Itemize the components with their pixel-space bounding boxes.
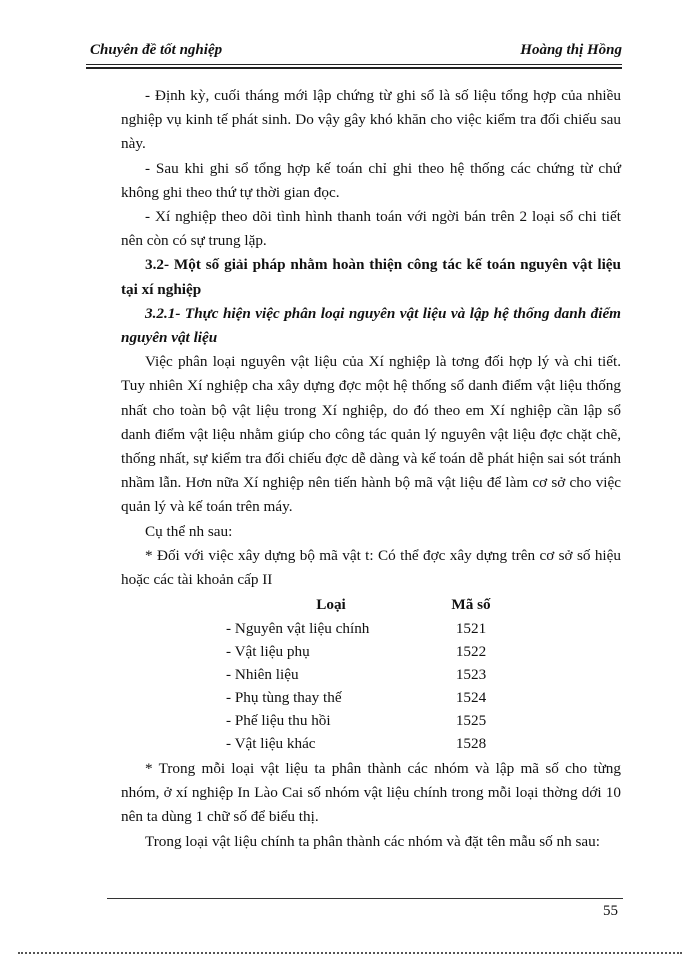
body-text (121, 84, 621, 592)
material-code: 1521 (455, 619, 487, 637)
page-header (86, 38, 622, 68)
section-heading: 3.2- Một số giải pháp nhằm hoàn thiện công tác kế toán nguyên vật liệu tại xí nghiệp (121, 256, 621, 298)
table-row (226, 732, 506, 755)
material-name: - Nguyên vật liệu chính (226, 619, 370, 637)
paragraph: * Đối với việc xây dựng bộ mã vật t: Có thể đợc xây dựng trên cơ sở số hiệu hoặc các tài khoản cấp II (121, 546, 621, 589)
paragraph: Trong loại vật liệu chính ta phân thành các nhóm và đặt tên mẫu số nh sau: (145, 832, 600, 850)
header-author: Hoàng thị Hồng (520, 42, 622, 58)
paragraph: * Trong mỗi loại vật liệu ta phân thành các nhóm và lập mã số cho từng nhóm, ở xí nghiệp In Lào Cai số nhóm vật liệu chính trong mỗi loại thờng dới 10 nên ta dùng 1 chữ số để biểu thị. (121, 760, 621, 826)
material-name: - Phế liệu thu hồi (226, 711, 331, 729)
header-title: Chuyên đề tốt nghiệp (90, 42, 223, 58)
header-rule-thick (86, 67, 622, 69)
material-code: 1522 (455, 642, 487, 660)
body-text-continued (121, 757, 621, 854)
page-number: 55 (603, 903, 618, 919)
material-name: - Phụ tùng thay thế (226, 688, 342, 706)
material-name: - Vật liệu khác (226, 734, 316, 752)
material-code: 1528 (455, 734, 487, 752)
subsection-heading: 3.2.1- Thực hiện việc phân loại nguyên vật liệu và lập hệ thống danh điểm nguyên vật liệu (121, 304, 621, 347)
table-row (226, 686, 506, 709)
table-row (226, 617, 506, 640)
material-code-table (226, 592, 506, 755)
material-code: 1523 (455, 665, 487, 683)
material-code: 1525 (455, 711, 487, 729)
paragraph: Cụ thể nh sau: (145, 522, 233, 540)
material-name: - Nhiên liệu (226, 665, 299, 683)
paragraph: - Xí nghiệp theo dõi tình hình thanh toán với ngời bán trên 2 loại sổ chi tiết nên còn có sự trung lặp. (121, 208, 621, 250)
material-code: 1524 (455, 688, 487, 706)
material-name: - Vật liệu phụ (226, 642, 310, 660)
column-header-code: Mã số (451, 595, 491, 613)
paragraph: Việc phân loại nguyên vật liệu của Xí nghiệp là tơng đối hợp lý và chi tiết. Tuy nhiên Xí nghiệp cha xây dựng đợc một hệ thống sổ danh điểm vật liệu thống nhất cho toàn bộ vật liệu trong Xí nghiệp, do đó theo em Xí nghiệp cần lập sổ danh điểm vật liệu nhằm giúp cho công tác quản lý nguyên vật liệu đợc chặt chẽ, thống nhất, sự kiểm tra đối chiếu đợc dễ dàng và kế toán dễ phát hiện sai sót tránh nhầm lẫn. Hơn nữa Xí nghiệp nên tiến hành bộ mã vật liệu để làm cơ sở cho việc quản lý và kế toán trên máy. (121, 353, 621, 516)
table-row (226, 640, 506, 663)
header-rule (86, 64, 622, 65)
footer-rule (107, 898, 623, 899)
column-header-type: Loại (316, 595, 346, 613)
paragraph: - Sau khi ghi sổ tổng hợp kế toán chỉ ghi theo hệ thống các chứng từ chứ không ghi theo thứ tự thời gian đọc. (121, 159, 621, 201)
page-bottom-border (18, 952, 682, 954)
table-row (226, 663, 506, 686)
table-header-row (226, 592, 506, 617)
paragraph: - Định kỳ, cuối tháng mới lập chứng từ ghi sổ là số liệu tổng hợp của nhiều nghiệp vụ kinh tế phát sinh. Do vậy gây khó khăn cho việc kiểm tra đối chiếu sau này. (121, 87, 621, 153)
table-row (226, 709, 506, 732)
